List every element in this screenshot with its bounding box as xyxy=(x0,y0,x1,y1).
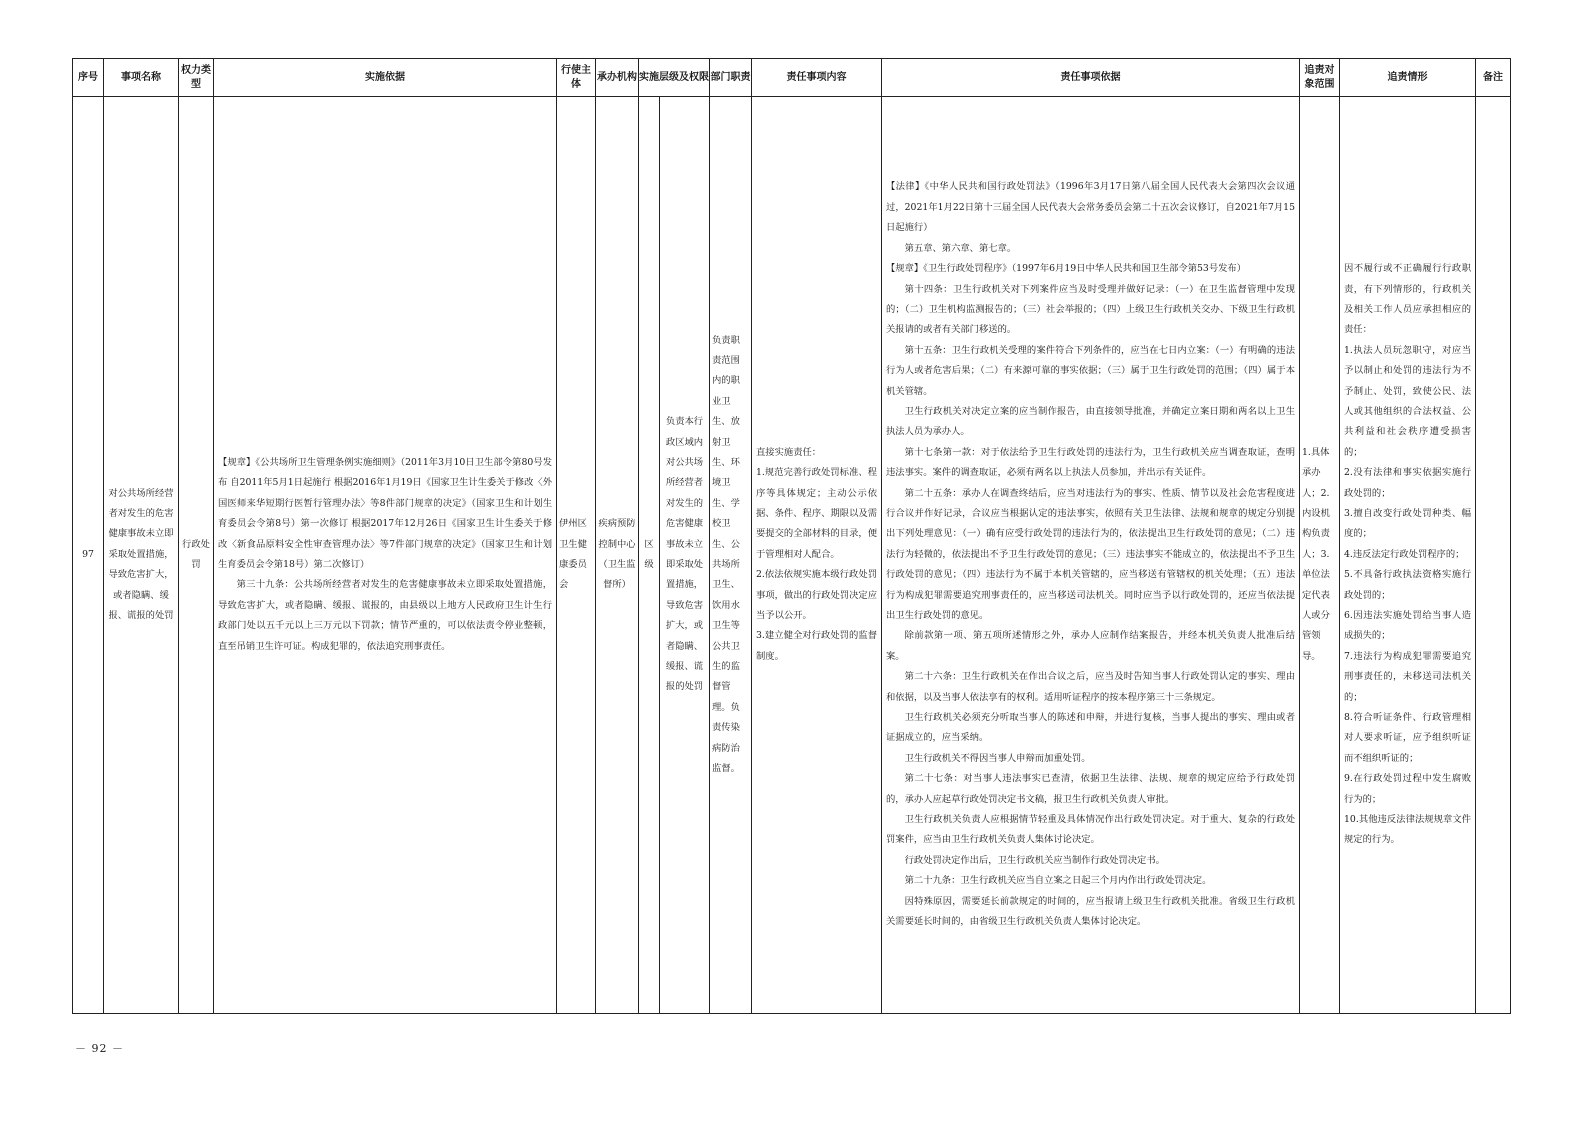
resp-content-line: 2.依法依规实施本级行政处罚事项，做出的行政处罚决定应当予以公开。 xyxy=(756,569,877,622)
resp-basis-paragraph: 第五章、第六章、第七章。 xyxy=(904,242,1017,254)
cell-agency: 疾病预防控制中心（卫生监督所） xyxy=(596,97,639,1014)
header-basis: 实施依据 xyxy=(214,59,557,97)
resp-basis-paragraph: 卫生行政机关不得因当事人申辩而加重处罚。 xyxy=(904,752,1091,764)
header-duty: 部门职责 xyxy=(710,59,752,97)
cell-duty: 负责职责范围内的职业卫生、放射卫生、环境卫生、学校卫生、公共场所卫生、饮用水卫生等公共卫生的监督管理。负责传染病防治监督。 xyxy=(710,97,752,1014)
header-agency: 承办机构 xyxy=(596,59,639,97)
situation-line: 4.违反法定行政处罚程序的； xyxy=(1344,548,1465,560)
resp-content-line: 1.规范完善行政处罚标准、程序等具体规定；主动公示依据、条件、程序、期限以及需要提交的全部材料的目录，便于管理相对人配合。 xyxy=(756,467,877,560)
resp-basis-paragraph: 第二十九条：卫生行政机关应当自立案之日起三个月内作出行政处罚决定。 xyxy=(904,875,1212,887)
resp-basis-paragraph: 第十七条第一款：对于依法给予卫生行政处罚的违法行为，卫生行政机关应当调查取证，查明违法事实。案件的调查取证，必须有两名以上执法人员参加，并出示有关证件。 xyxy=(886,446,1295,479)
header-seq: 序号 xyxy=(73,59,104,97)
header-resp-content: 责任事项内容 xyxy=(752,59,882,97)
cell-level-a: 区级 xyxy=(639,97,660,1014)
table-row xyxy=(73,97,1511,1014)
basis-paragraph: 第三十九条：公共场所经营者对发生的危害健康事故未立即采取处置措施，导致危害扩大，或者隐瞒、缓报、谎报的，由县级以上地方人民政府卫生计生行政部门处以五千元以上三万元以下罚款；情节严重的，可以依法责令停业整顿，直至吊销卫生许可证。构成犯罪的，依法追究刑事责任。 xyxy=(218,579,552,652)
header-level: 实施层级及权限 xyxy=(639,59,710,97)
cell-level-b: 负责本行政区域内对公共场所经营者对发生的危害健康事故未立即采取处置措施，导致危害扩大，或者隐瞒、缓报、谎报的处罚 xyxy=(660,97,710,1014)
header-row xyxy=(73,59,1511,97)
situation-line: 6.因违法实施处罚给当事人造成损失的； xyxy=(1344,610,1471,642)
situation-line: 2.没有法律和事实依据实施行政处罚的； xyxy=(1344,467,1471,499)
cell-resp-content xyxy=(752,97,882,1014)
cell-basis xyxy=(214,97,557,1014)
resp-basis-paragraph: 卫生行政机关对决定立案的应当制作报告，由直接领导批准，并确定立案日期和两名以上卫生执法人员为承办人。 xyxy=(886,405,1295,438)
page-number: － 92 － xyxy=(75,1042,124,1055)
cell-seq: 97 xyxy=(73,97,104,1014)
header-remark: 备注 xyxy=(1476,59,1511,97)
resp-basis-paragraph: 第十五条：卫生行政机关受理的案件符合下列条件的，应当在七日内立案：（一）有明确的违法行为人或者危害后果；（二）有来源可靠的事实依据；（三）属于卫生行政处罚的范围；（四）属于本机关管辖。 xyxy=(886,344,1295,397)
cell-scope: 1.具体承办人；2.内设机构负责人；3.单位法定代表人或分管领导。 xyxy=(1300,97,1340,1014)
resp-content-line: 直接实施责任： xyxy=(756,446,822,458)
basis-paragraph: 【规章】《公共场所卫生管理条例实施细则》（2011年3月10日卫生部令第80号发布 自2011年5月1日起施行 根据2016年1月19日《国家卫生计生委关于修改〈外国医师来华短期行医暂行管理办法〉等8件部门规章的决定》（国家卫生和计划生育委员会令第8号）第一次修订 根据2017年12月26日《国家卫生计生委关于修改〈新食品原料安全性审查管理办法〉等7件部门规章的决定》（国家卫生和计划生育委员会令第18号）第二次修订） xyxy=(218,456,552,570)
cell-remark xyxy=(1476,97,1511,1014)
resp-basis-paragraph: 卫生行政机关必须充分听取当事人的陈述和申辩，并进行复核，当事人提出的事实、理由或者证据成立的，应当采纳。 xyxy=(886,712,1295,744)
header-subject: 行使主体 xyxy=(557,59,596,97)
cell-subject: 伊州区卫生健康委员会 xyxy=(557,97,596,1014)
cell-item-name: 对公共场所经营者对发生的危害健康事故未立即采取处置措施，导致危害扩大，或者隐瞒、缓报、谎报的处罚 xyxy=(104,97,179,1014)
situation-line: 7.违法行为构成犯罪需要追究刑事责任的，未移送司法机关的； xyxy=(1344,650,1471,703)
resp-basis-paragraph: 行政处罚决定作出后，卫生行政机关应当制作行政处罚决定书。 xyxy=(904,854,1165,866)
situation-line: 3.擅自改变行政处罚种类、幅度的； xyxy=(1344,507,1471,540)
resp-content-line: 3.建立健全对行政处罚的监督制度。 xyxy=(756,630,877,662)
header-item-name: 事项名称 xyxy=(104,59,179,97)
resp-basis-paragraph: 除前款第一项、第五项所述情形之外，承办人应制作结案报告，并经本机关负责人批准后结案。 xyxy=(886,630,1295,662)
cell-situation xyxy=(1340,97,1476,1014)
resp-basis-paragraph: 第二十六条：卫生行政机关在作出合议之后，应当及时告知当事人行政处罚认定的事实、理由和依据，以及当事人依法享有的权利。适用听证程序的按本程序第三十三条规定。 xyxy=(886,671,1295,703)
resp-basis-paragraph: 第二十五条：承办人在调查终结后，应当对违法行为的事实、性质、情节以及社会危害程度进行合议并作好记录，合议应当根据认定的违法事实，依照有关卫生法律、法规和规章的规定分别提出下列处理意见：（一）确有应受行政处罚的违法行为的，依法提出卫生行政处罚的意见；（二）违法行为轻微的，依法提出不予卫生行政处罚的意见；（三）违法事实不能成立的，依法提出不予卫生行政处罚的意见；（四）违法行为不属于本机关管辖的，应当移送有管辖权的机关处理；（五）违法行为构成犯罪需要追究刑事责任的，应当移送司法机关。同时应当予以行政处罚的，还应当依法提出卫生行政处罚的意见。 xyxy=(886,487,1295,622)
situation-line: 因不履行或不正确履行行政职责，有下列情形的，行政机关及相关工作人员应承担相应的责任： xyxy=(1344,263,1471,336)
header-scope: 追责对象范围 xyxy=(1300,59,1340,97)
header-resp-basis: 责任事项依据 xyxy=(882,59,1300,97)
responsibility-table xyxy=(72,58,1511,1014)
resp-basis-paragraph: 【规章】《卫生行政处罚程序》（1997年6月19日中华人民共和国卫生部令第53号发布） xyxy=(886,263,1247,275)
situation-line: 8.符合听证条件、行政管理相对人要求听证，应予组织听证而不组织听证的； xyxy=(1344,712,1471,764)
situation-line: 10.其他违反法律法规规章文件规定的行为。 xyxy=(1344,814,1471,846)
header-power-type: 权力类型 xyxy=(179,59,214,97)
resp-basis-paragraph: 第十四条：卫生行政机关对下列案件应当及时受理并做好记录：（一）在卫生监督管理中发现的；（二）卫生机构监测报告的；（三）社会举报的；（四）上级卫生行政机关交办、下级卫生行政机关报请的或者有关部门移送的。 xyxy=(886,283,1295,336)
resp-basis-paragraph: 卫生行政机关负责人应根据情节轻重及具体情况作出行政处罚决定。对于重大、复杂的行政处罚案件，应当由卫生行政机关负责人集体讨论决定。 xyxy=(886,814,1295,846)
resp-basis-paragraph: 第二十七条：对当事人违法事实已查清，依据卫生法律、法规、规章的规定应给予行政处罚的，承办人应起草行政处罚决定书文稿，报卫生行政机关负责人审批。 xyxy=(886,773,1295,805)
situation-line: 9.在行政处罚过程中发生腐败行为的； xyxy=(1344,773,1471,805)
cell-resp-basis xyxy=(882,97,1300,1014)
header-situation: 追责情形 xyxy=(1340,59,1476,97)
cell-power-type: 行政处罚 xyxy=(179,97,214,1014)
situation-line: 1.执法人员玩忽职守，对应当予以制止和处罚的违法行为不予制止、处罚，致使公民、法人或其他组织的合法权益、公共利益和社会秩序遭受损害的； xyxy=(1344,344,1471,458)
situation-line: 5.不具备行政执法资格实施行政处罚的； xyxy=(1344,569,1471,601)
resp-basis-paragraph: 【法律】《中华人民共和国行政处罚法》（1996年3月17日第八届全国人民代表大会第四次会议通过，2021年1月22日第十三届全国人民代表大会常务委员会第二十五次会议修订，自2021年7月15日起施行） xyxy=(886,181,1295,234)
resp-basis-paragraph: 因特殊原因，需要延长前款规定的时间的，应当报请上级卫生行政机关批准。省级卫生行政机关需要延长时间的，由省级卫生行政机关负责人集体讨论决定。 xyxy=(886,895,1295,928)
